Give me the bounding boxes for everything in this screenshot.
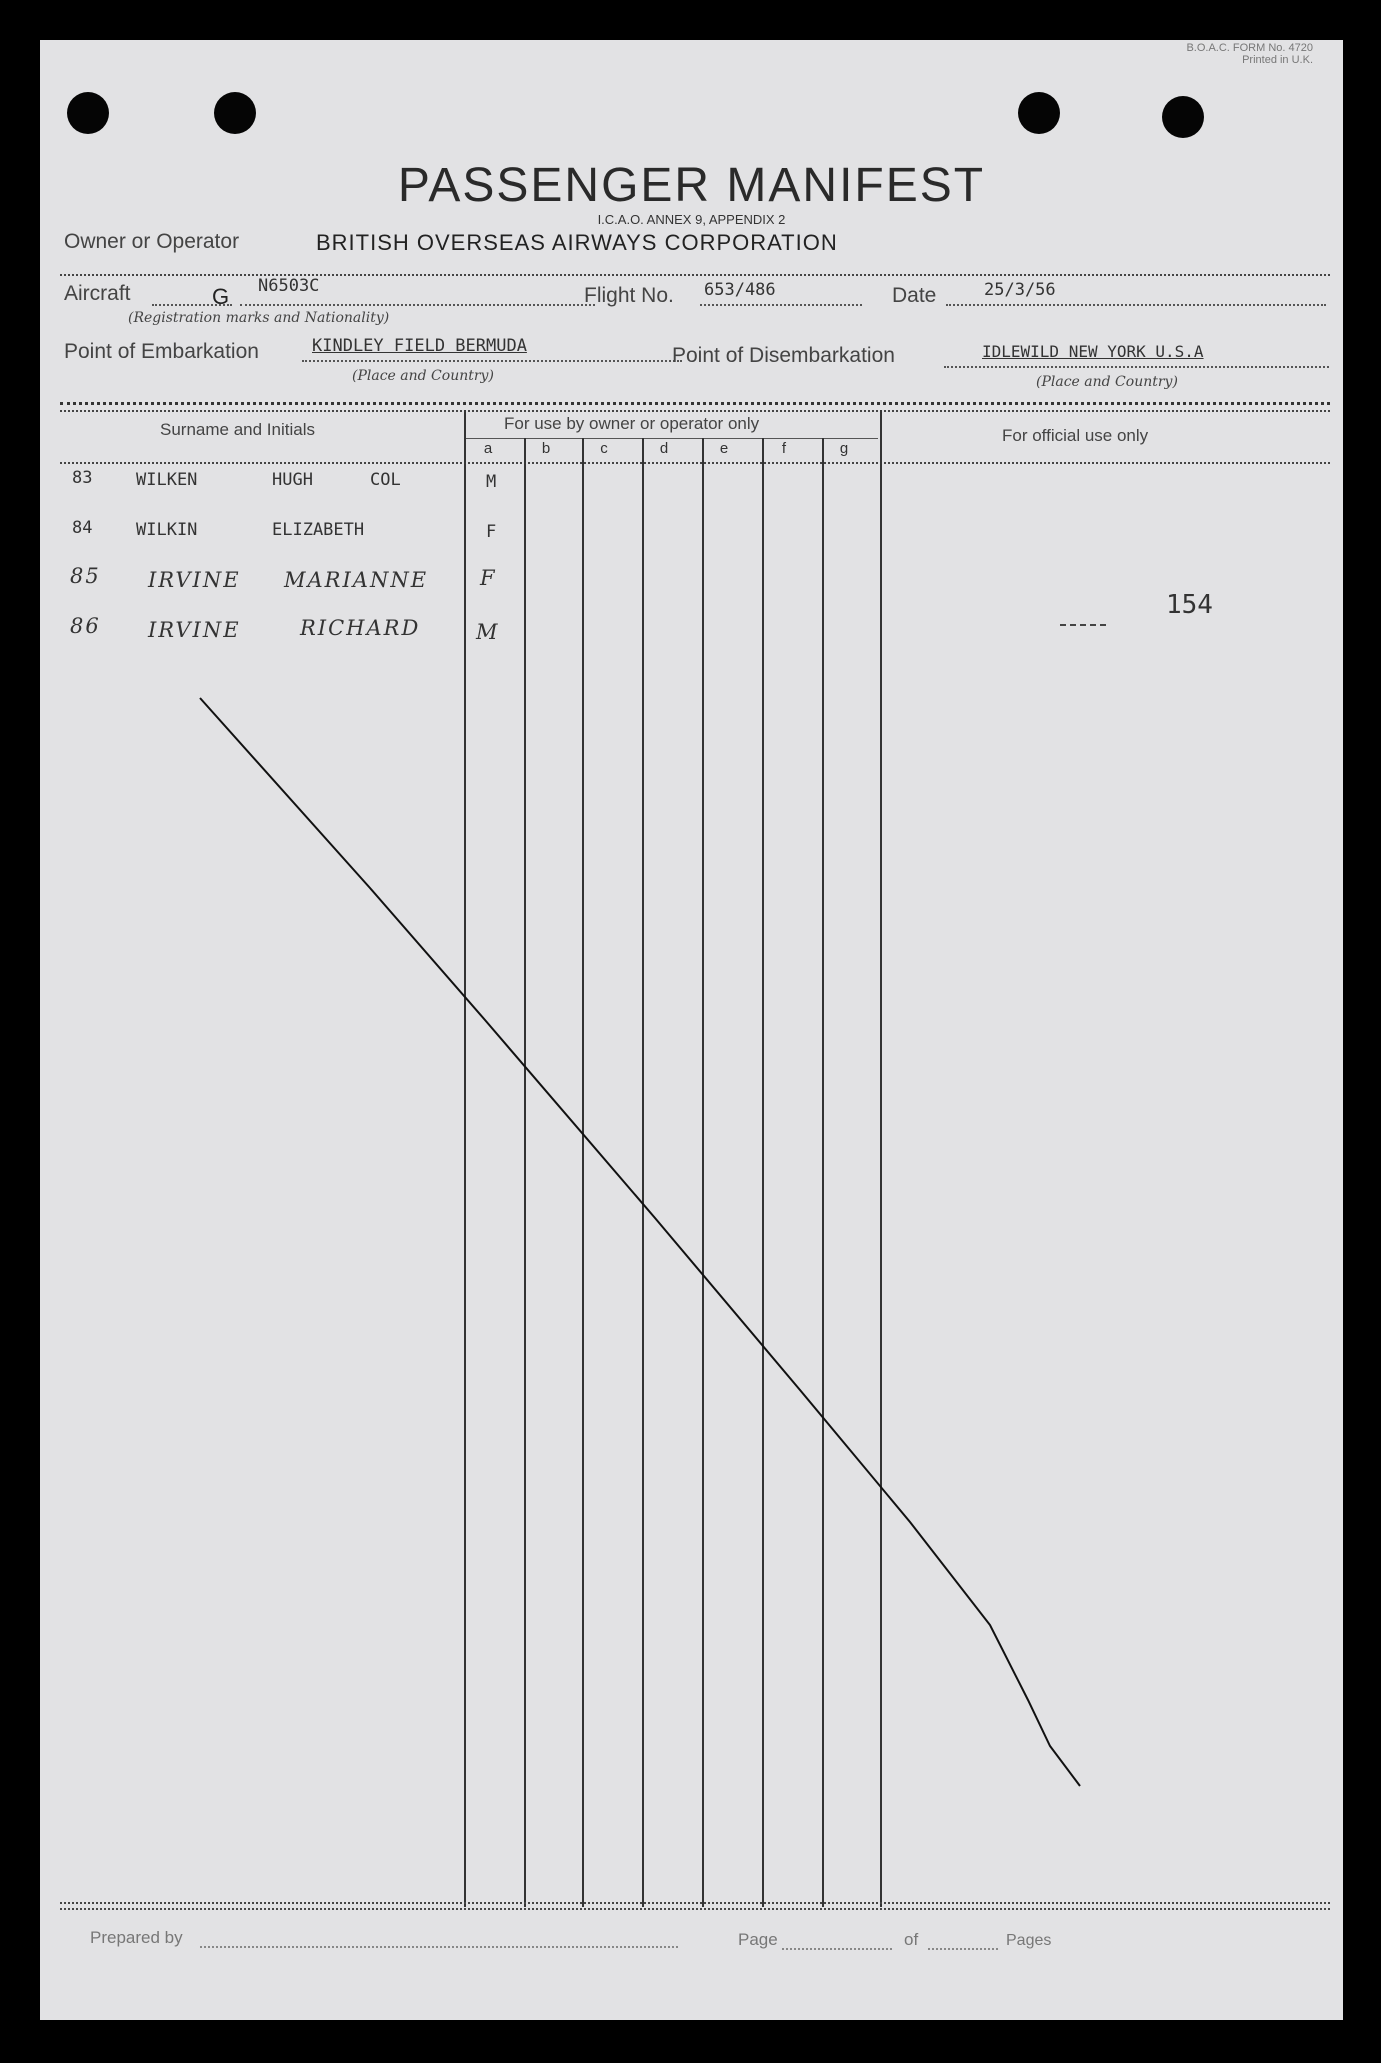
column-e-header: e (719, 440, 729, 457)
disembarkation-hint: (Place and Country) (1036, 374, 1178, 390)
passenger-sex: F (480, 566, 497, 590)
page-title: PASSENGER MANIFEST (397, 159, 986, 212)
aircraft-hint: (Registration marks and Nationality) (128, 310, 390, 326)
passenger-sex: M (486, 472, 497, 492)
passenger-surname: WILKIN (136, 520, 198, 540)
passenger-given-name: RICHARD (300, 616, 421, 640)
official-header: For official use only (1002, 426, 1149, 445)
disembarkation-value: IDLEWILD NEW YORK U.S.A (982, 342, 1204, 361)
prepared-by-line (200, 1946, 678, 1948)
printed-in-line: Printed in U.K. (1242, 54, 1313, 66)
column-c-header: c (600, 440, 608, 457)
passenger-given-name: HUGH (272, 470, 313, 490)
official-note: 154 (1166, 590, 1213, 620)
embarkation-value: KINDLEY FIELD BERMUDA (312, 336, 527, 356)
page-label: Page (738, 1930, 778, 1949)
owner-label: Owner or Operator (64, 230, 240, 253)
pages-line (928, 1948, 998, 1950)
disembarkation-label: Point of Disembarkation (672, 344, 895, 367)
strike-through-line (40, 40, 1343, 2020)
pages-label: Pages (1006, 1932, 1052, 1949)
form-number-line: B.O.A.C. FORM No. 4720 (1186, 42, 1313, 54)
passenger-sex: F (486, 522, 497, 542)
row-number: 84 (72, 518, 93, 538)
page-line (782, 1948, 892, 1950)
date-label: Date (892, 284, 937, 307)
passenger-given-name: MARIANNE (284, 568, 429, 592)
passenger-given-name: ELIZABETH (272, 520, 365, 540)
passenger-surname: IRVINE (148, 568, 241, 592)
row-number: 86 (70, 614, 101, 638)
owner-value: BRITISH OVERSEAS AIRWAYS CORPORATION (316, 230, 838, 255)
column-a-header: a (483, 440, 493, 457)
passenger-surname: IRVINE (148, 618, 241, 642)
manifest-sheet (40, 40, 1343, 2020)
passenger-surname: WILKEN (136, 470, 198, 490)
row-number: 83 (72, 468, 93, 488)
passenger-sex: M (476, 620, 500, 644)
column-d-header: d (659, 440, 669, 457)
column-b-header: b (541, 440, 551, 457)
prepared-by-label: Prepared by (90, 1928, 183, 1947)
embarkation-hint: (Place and Country) (352, 368, 494, 384)
row-number: 85 (70, 564, 101, 588)
column-f-header: f (781, 440, 787, 457)
date-value: 25/3/56 (984, 280, 1056, 300)
flight-label: Flight No. (584, 284, 674, 307)
of-label: of (904, 1930, 919, 1949)
aircraft-prefix: G (212, 284, 230, 309)
passenger-title: COL (370, 470, 401, 490)
surname-header: Surname and Initials (160, 420, 315, 439)
operator-header: For use by owner or operator only (504, 414, 760, 433)
page-subtitle: I.C.A.O. ANNEX 9, APPENDIX 2 (597, 212, 786, 227)
column-g-header: g (839, 440, 849, 457)
flight-number: 653/486 (704, 280, 776, 300)
aircraft-registration: N6503C (258, 276, 320, 296)
embarkation-label: Point of Embarkation (64, 340, 259, 363)
aircraft-label: Aircraft (64, 282, 131, 305)
